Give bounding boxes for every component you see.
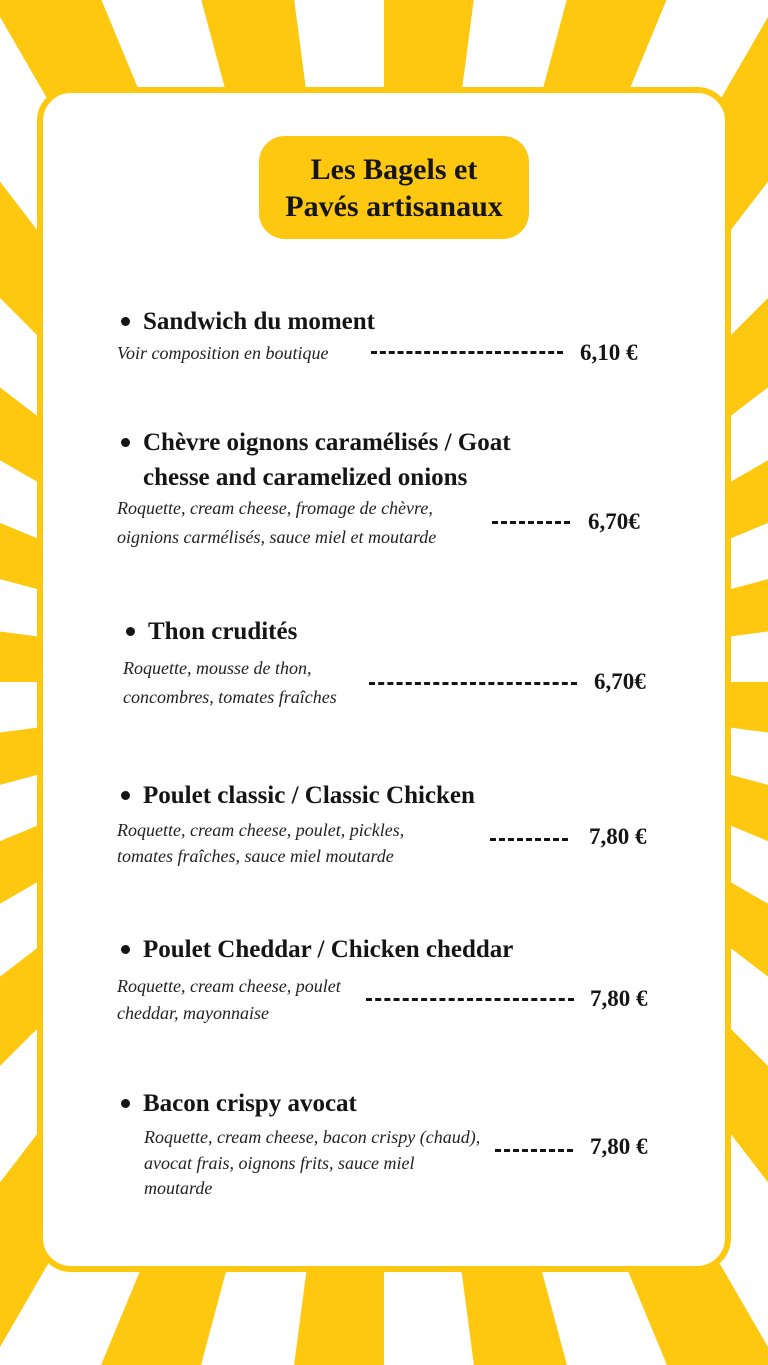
menu-title [259,136,529,239]
item-name: Poulet classic / Classic Chicken [143,782,475,809]
item-description: Roquette, cream cheese, poulet, pickles, [117,820,405,840]
item-name: Poulet Cheddar / Chicken cheddar [143,936,514,963]
price-leader [490,838,568,841]
price-leader [492,521,570,524]
bullet-icon [121,1099,130,1108]
item-description: tomates fraîches, sauce miel moutarde [117,846,394,866]
menu-title-line-2: Pavés artisanaux [285,189,503,223]
bullet-icon [121,438,130,447]
item-description: Roquette, cream cheese, bacon crispy (chaud), [144,1127,481,1147]
price-leader [371,351,563,354]
price-leader [369,682,577,685]
bullet-icon [121,945,130,954]
item-name: chesse and caramelized onions [143,464,468,491]
item-price: 6,70€ [594,669,646,694]
item-price: 7,80 € [589,824,647,849]
item-description: Voir composition en boutique [117,343,329,363]
price-leader [495,1149,573,1152]
item-name: Bacon crispy avocat [143,1090,357,1117]
bullet-icon [121,317,130,326]
item-name: Thon crudités [148,618,298,645]
price-leader [366,998,574,1001]
menu-title-line-1: Les Bagels et [310,152,478,186]
item-description: concombres, tomates fraîches [123,687,337,707]
item-name: Chèvre oignons caramélisés / Goat [143,429,511,456]
item-description: oignions carmélisés, sauce miel et moutarde [117,527,437,547]
item-description: avocat frais, oignons frits, sauce miel [144,1153,415,1173]
bullet-icon [121,791,130,800]
item-description: Roquette, mousse de thon, [123,658,312,678]
item-price: 7,80 € [590,1134,648,1159]
item-name: Sandwich du moment [143,308,375,335]
item-price: 6,70€ [588,509,640,534]
bullet-icon [126,627,135,636]
item-price: 6,10 € [580,340,638,365]
item-description: cheddar, mayonnaise [117,1003,269,1023]
item-price: 7,80 € [590,986,648,1011]
item-description: Roquette, cream cheese, poulet [117,976,341,996]
item-description: moutarde [144,1178,213,1198]
item-description: Roquette, cream cheese, fromage de chèvre, [117,498,433,518]
